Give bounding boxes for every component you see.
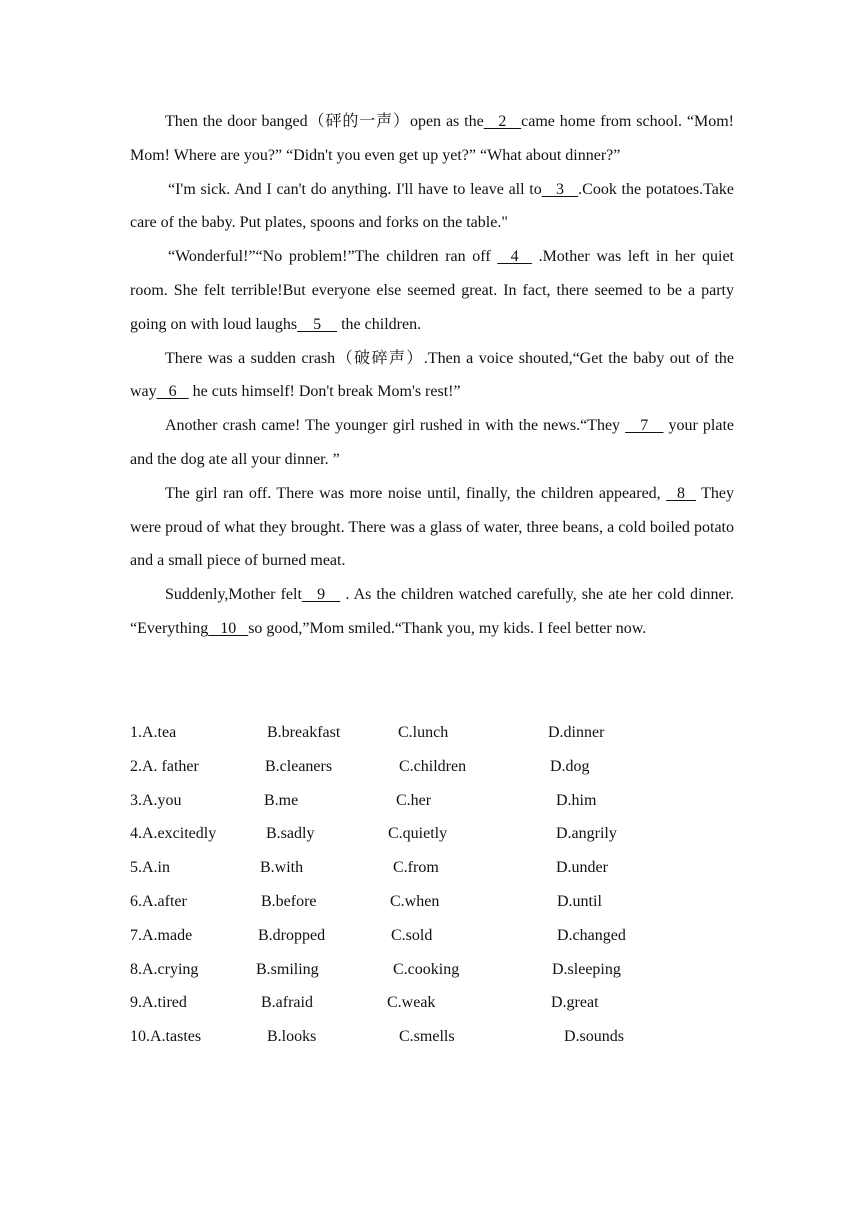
question-row — [130, 953, 750, 987]
question-option-b: B.with — [260, 859, 304, 877]
question-option-c: C.cooking — [393, 960, 460, 978]
question-option-a: 3.A.you — [130, 791, 182, 809]
passage-text: so good,”Mom smiled.“Thank you, my kids. I feel better now. — [248, 619, 647, 637]
question-option-a: 2.A. father — [130, 757, 199, 775]
question-option-c: C.quietly — [388, 825, 448, 843]
question-option-d: D.until — [557, 892, 602, 910]
question-row — [130, 919, 750, 953]
passage-paragraph — [130, 409, 734, 477]
reading-passage — [130, 105, 734, 646]
passage-text: “I'm sick. And I can't do anything. I'll have to leave all to — [168, 180, 542, 198]
question-option-b: B.dropped — [258, 926, 326, 944]
passage-paragraph — [130, 477, 734, 578]
answer-blank: 10 — [208, 619, 249, 637]
answer-blank: 8 — [666, 484, 696, 502]
question-option-a: 8.A.crying — [130, 960, 199, 978]
question-option-a: 4.A.excitedly — [130, 825, 217, 843]
question-option-b: B.cleaners — [265, 757, 333, 775]
question-option-c: C.her — [396, 791, 432, 809]
question-row — [130, 851, 750, 885]
question-row — [130, 784, 750, 818]
passage-text: “Wonderful!”“No problem!”The children ran off — [168, 248, 498, 266]
question-option-c: C.weak — [387, 994, 436, 1012]
passage-text: Then the door banged（砰的一声）open as the — [165, 113, 484, 130]
question-row — [130, 885, 750, 919]
question-option-a: 10.A.tastes — [130, 1028, 202, 1046]
passage-text: he cuts himself! Don't break Mom's rest!” — [188, 383, 461, 401]
question-option-d: D.sounds — [564, 1028, 625, 1046]
question-option-b: B.looks — [267, 1028, 317, 1046]
question-option-b: B.before — [261, 892, 317, 910]
question-option-d: D.angrily — [556, 825, 617, 843]
question-option-a: 6.A.after — [130, 892, 187, 910]
question-option-d: D.dinner — [548, 724, 605, 741]
question-option-b: B.me — [264, 791, 299, 809]
question-option-b: B.breakfast — [267, 724, 341, 741]
question-option-d: D.dog — [550, 757, 590, 775]
question-option-d: D.changed — [557, 926, 626, 944]
question-option-d: D.him — [556, 791, 597, 809]
passage-text: .Mother was left in her quiet room. She felt terrible!But everyone else seemed great. In fact, there seemed to be a party going on with loud laughs — [130, 248, 735, 333]
question-option-a: 7.A.made — [130, 926, 193, 944]
passage-paragraph — [130, 578, 734, 646]
question-option-d: D.great — [551, 994, 599, 1012]
passage-paragraph — [130, 342, 734, 410]
passage-paragraph — [130, 173, 734, 241]
answer-blank: 6 — [156, 383, 189, 401]
question-row — [130, 750, 750, 784]
question-option-c: C.sold — [391, 926, 433, 944]
question-option-c: C.from — [393, 859, 439, 877]
passage-paragraph — [130, 240, 734, 341]
question-option-b: B.afraid — [261, 994, 313, 1012]
passage-text: They were proud of what they brought. There was a glass of water, three beans, a cold boiled potato and a small piece of burned meat. — [130, 484, 735, 570]
passage-text: the children. — [337, 315, 422, 333]
question-row — [130, 986, 750, 1020]
passage-text: came home from school. “Mom! Mom! Where are you?” “Didn't you even get up yet?” “What about dinner?” — [130, 113, 735, 164]
answer-blank: 3 — [541, 180, 579, 198]
passage-text: your plate and the dog ate all your dinner. ” — [130, 417, 735, 468]
passage-text: The girl ran off. There was more noise until, finally, the children appeared, — [165, 484, 667, 502]
question-row — [130, 817, 750, 851]
answer-blank: 9 — [301, 586, 341, 604]
passage-text: Suddenly,Mother felt — [165, 586, 302, 604]
answer-blank: 7 — [625, 417, 664, 435]
question-option-a: 1.A.tea — [130, 724, 177, 741]
question-option-a: 5.A.in — [130, 859, 170, 877]
passage-text: .Cook the potatoes.Take care of the baby. Put plates, spoons and forks on the table." — [130, 180, 734, 232]
answer-blank: 4 — [497, 248, 532, 266]
question-row — [130, 716, 750, 750]
question-option-d: D.under — [556, 859, 608, 877]
question-option-b: B.sadly — [266, 825, 315, 843]
answer-blank: 5 — [297, 315, 338, 333]
answer-options — [130, 716, 750, 1054]
answer-blank: 2 — [483, 113, 522, 130]
passage-text: There was a sudden crash（破碎声）.Then a voice shouted,“Get the baby out of the way — [130, 349, 734, 401]
question-option-c: C.smells — [399, 1028, 455, 1046]
question-row — [130, 1020, 750, 1054]
question-option-c: C.when — [390, 892, 440, 910]
passage-paragraph — [130, 105, 734, 173]
question-option-d: D.sleeping — [552, 960, 621, 978]
passage-text: Another crash came! The younger girl rushed in with the news.“They — [165, 417, 626, 435]
question-option-b: B.smiling — [256, 960, 319, 978]
passage-text: . As the children watched carefully, she ate her cold dinner. “Everything — [130, 586, 735, 637]
question-option-c: C.children — [399, 757, 467, 775]
question-option-a: 9.A.tired — [130, 994, 187, 1012]
question-option-c: C.lunch — [398, 724, 449, 741]
